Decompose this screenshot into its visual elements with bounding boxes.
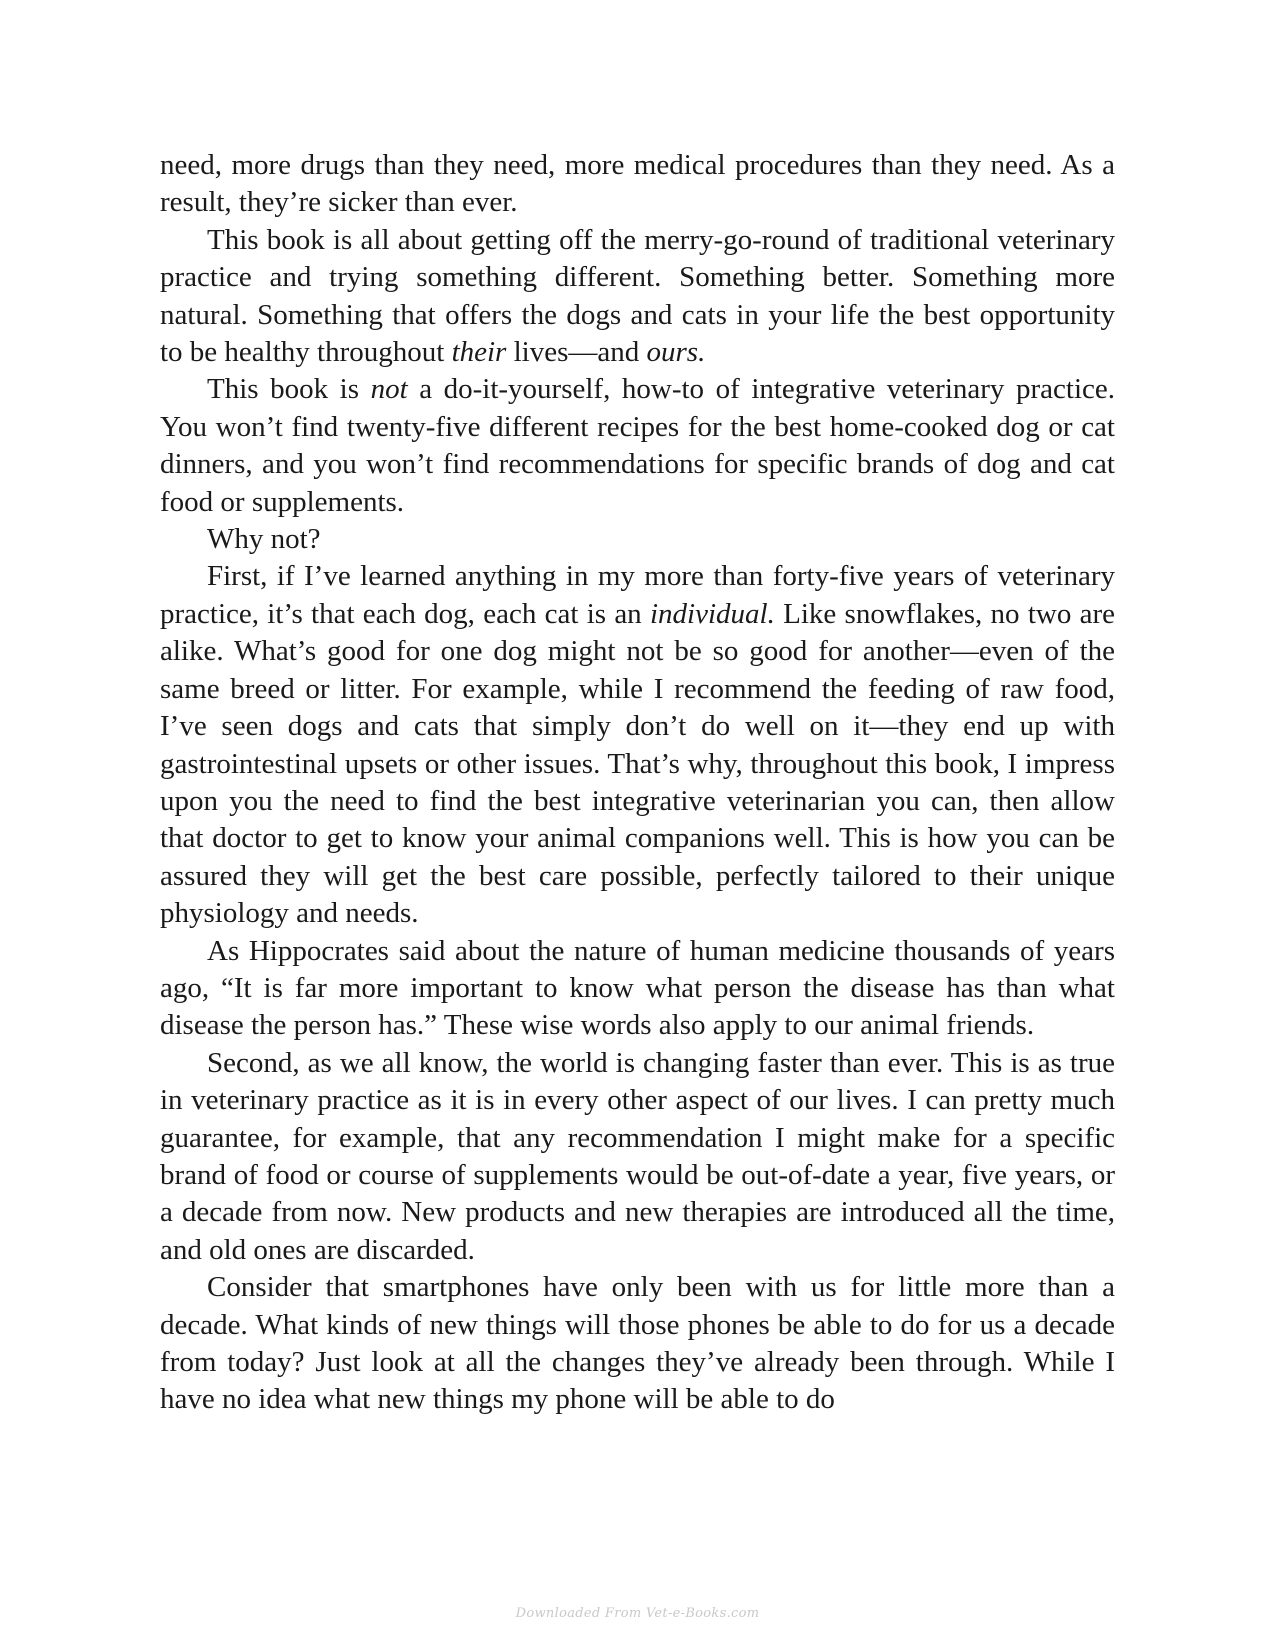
text-run: First, if I’ve learned anything in my more than forty-five years of veterinary practice, it’s that each dog, each cat is an xyxy=(160,560,1115,630)
paragraph xyxy=(160,1045,1115,1269)
paragraph xyxy=(160,147,1115,222)
paragraph xyxy=(160,521,1115,558)
text-run: As Hippocrates said about the nature of human medicine thousands of years ago, “It is far more important to know what person the disease has than what disease the person has.” These wise words also apply to our animal friends. xyxy=(160,934,1115,1042)
text-run: Second, as we all know, the world is changing faster than ever. This is as true in veterinary practice as it is in every other aspect of our lives. I can pretty much guarantee, for example, that any recommendation I might make for a specific brand of food or course of supplements would be out-of-date a year, five years, or a decade from now. New products and new therapies are introduced all the time, and old ones are discarded. xyxy=(160,1046,1115,1266)
paragraph xyxy=(160,933,1115,1045)
paragraph xyxy=(160,558,1115,932)
text-run: Consider that smartphones have only been with us for little more than a decade. What kinds of new things will those phones be able to do for us a decade from today? Just look at all the changes they’ve already been through. While I have no idea what new things my phone will be able to do xyxy=(160,1271,1115,1416)
emphasis-text: ours. xyxy=(646,336,706,369)
text-run: a do-it-yourself, how-to of integrative veterinary practice. You won’t find twenty-five different recipes for the best home-cooked dog or cat dinners, and you won’t find recommendations for specific brands of dog and cat food or supplements. xyxy=(160,373,1115,518)
text-run: need, more drugs than they need, more medical procedures than they need. As a result, they’re sicker than ever. xyxy=(160,149,1115,219)
paragraph xyxy=(160,371,1115,521)
text-run: Why not? xyxy=(207,523,321,556)
footer-watermark: Downloaded From Vet-e-Books.com xyxy=(515,1606,760,1621)
emphasis-text: not xyxy=(370,373,408,406)
paragraph xyxy=(160,222,1115,372)
page-body-text xyxy=(160,147,1115,1419)
text-run: This book is xyxy=(207,373,371,406)
text-run: Like snowflakes, no two are alike. What’s good for one dog might not be so good for another—even of the same breed or litter. For example, while I recommend the feeding of raw food, I’ve seen dogs and cats that simply don’t do well on it—they end up with gastrointestinal upsets or other issues. That’s why, throughout this book, I impress upon you the need to find the best integrative veterinarian you can, then allow that doctor to get to know your animal companions well. This is how you can be assured they will get the best care possible, perfectly tailored to their unique physiology and needs. xyxy=(160,597,1115,930)
emphasis-text: their xyxy=(451,336,507,369)
paragraph xyxy=(160,1269,1115,1419)
emphasis-text: individual. xyxy=(649,597,775,630)
text-run: This book is all about getting off the merry-go-round of traditional veterinary practice and trying something different. Something better. Something more natural. Something that offers the dogs and cats in your life the best opportunity to be healthy throughout xyxy=(160,223,1115,369)
text-run: lives—and xyxy=(506,336,647,369)
